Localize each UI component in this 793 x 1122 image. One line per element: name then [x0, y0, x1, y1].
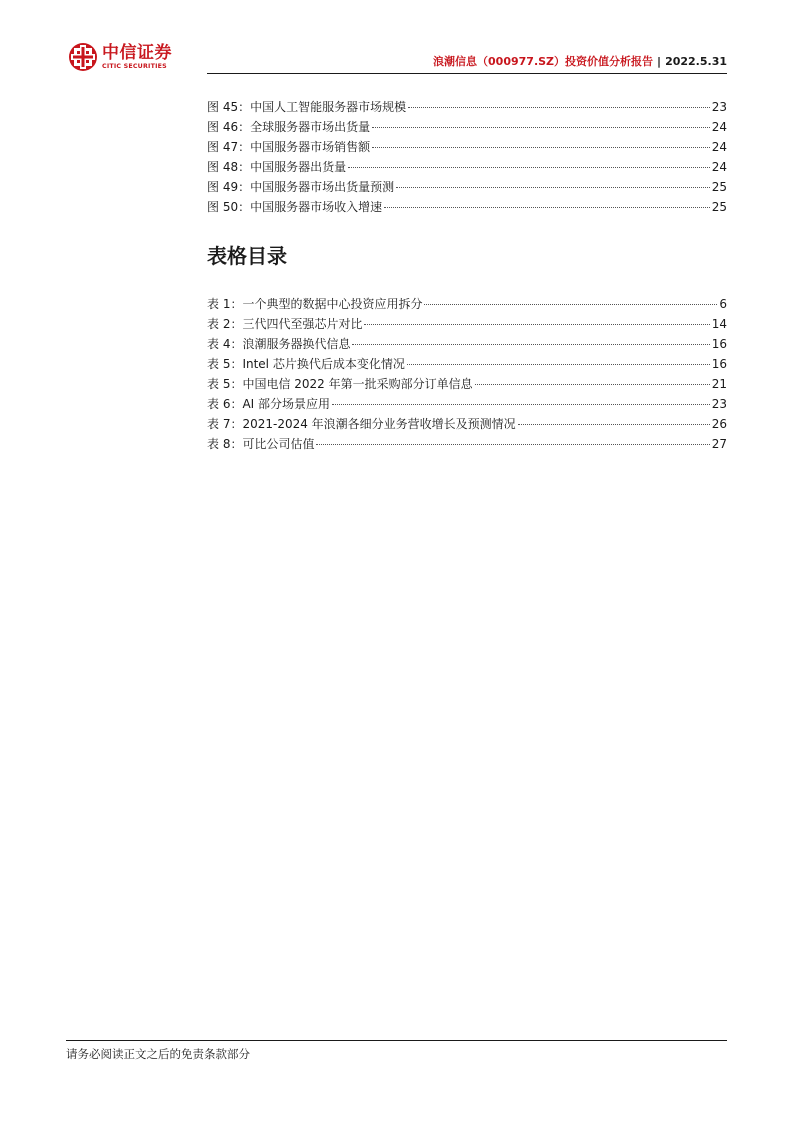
toc-entry[interactable]: [207, 177, 727, 197]
toc-leader-dots: [475, 384, 710, 385]
toc-entry[interactable]: [207, 374, 727, 394]
logo-text-en: CITIC SECURITIES: [102, 63, 167, 70]
toc-entry-page: 26: [711, 417, 727, 431]
table-toc-list: [207, 294, 727, 454]
toc-leader-dots: [396, 187, 710, 188]
toc-entry[interactable]: [207, 434, 727, 454]
toc-entry-label: 图 45：中国人工智能服务器市场规模: [207, 100, 407, 114]
toc-entry-page: 23: [711, 397, 727, 411]
toc-entry-page: 23: [711, 100, 727, 114]
report-date: 2022.5.31: [665, 55, 727, 68]
toc-leader-dots: [352, 344, 709, 345]
toc-entry-label: 表 4：浪潮服务器换代信息: [207, 337, 351, 351]
toc-entry-page: 6: [719, 297, 727, 311]
toc-entry[interactable]: [207, 197, 727, 217]
toc-leader-dots: [518, 424, 710, 425]
toc-entry-label: 表 2：三代四代至强芯片对比: [207, 317, 363, 331]
toc-entry[interactable]: [207, 354, 727, 374]
toc-entry-page: 25: [711, 180, 727, 194]
toc-entry-page: 24: [711, 120, 727, 134]
toc-leader-dots: [316, 444, 709, 445]
toc-leader-dots: [364, 324, 709, 325]
toc-entry-label: 图 48：中国服务器出货量: [207, 160, 347, 174]
toc-entry-page: 24: [711, 140, 727, 154]
toc-entry-page: 21: [711, 377, 727, 391]
toc-entry[interactable]: [207, 394, 727, 414]
toc-entry-page: 25: [711, 200, 727, 214]
toc-leader-dots: [372, 127, 710, 128]
toc-entry-label: 图 49：中国服务器市场出货量预测: [207, 180, 395, 194]
toc-leader-dots: [332, 404, 710, 405]
toc-leader-dots: [384, 207, 710, 208]
toc-entry-page: 16: [711, 357, 727, 371]
toc-entry-page: 24: [711, 160, 727, 174]
toc-entry-page: 14: [711, 317, 727, 331]
toc-entry-label: 表 5：中国电信 2022 年第一批采购部分订单信息: [207, 377, 473, 391]
report-title: 浪潮信息（000977.SZ）投资价值分析报告: [433, 55, 654, 68]
toc-leader-dots: [372, 147, 710, 148]
toc-entry-page: 27: [711, 437, 727, 451]
toc-entry-page: 16: [711, 337, 727, 351]
toc-entry[interactable]: [207, 97, 727, 117]
toc-entry-label: 表 6：AI 部分场景应用: [207, 397, 331, 411]
toc-leader-dots: [408, 107, 710, 108]
toc-entry-label: 表 8：可比公司估值: [207, 437, 315, 451]
toc-entry-label: 图 47：中国服务器市场销售额: [207, 140, 371, 154]
toc-leader-dots: [407, 364, 710, 365]
toc-entry[interactable]: [207, 334, 727, 354]
toc-entry-label: 表 5：Intel 芯片换代后成本变化情况: [207, 357, 405, 371]
figure-toc-list: [207, 97, 727, 217]
header-divider: [207, 73, 727, 74]
toc-entry[interactable]: [207, 137, 727, 157]
toc-entry[interactable]: [207, 414, 727, 434]
toc-entry[interactable]: [207, 314, 727, 334]
table-toc-heading: 表格目录: [207, 244, 287, 268]
citic-logo-icon: [68, 42, 98, 72]
toc-entry-label: 图 46：全球服务器市场出货量: [207, 120, 371, 134]
toc-leader-dots: [348, 167, 710, 168]
toc-entry-label: 表 1：一个典型的数据中心投资应用拆分: [207, 297, 423, 311]
toc-entry[interactable]: [207, 294, 727, 314]
company-logo: [68, 42, 172, 74]
toc-entry-label: 表 7：2021-2024 年浪潮各细分业务营收增长及预测情况: [207, 417, 516, 431]
toc-entry[interactable]: [207, 157, 727, 177]
header-separator: |: [657, 55, 662, 68]
report-header: [433, 55, 727, 69]
toc-leader-dots: [424, 304, 717, 305]
footer-disclaimer: 请务必阅读正文之后的免责条款部分: [66, 1047, 250, 1061]
toc-entry[interactable]: [207, 117, 727, 137]
toc-entry-label: 图 50：中国服务器市场收入增速: [207, 200, 383, 214]
logo-text-cn: 中信证券: [102, 43, 172, 63]
footer-divider: [66, 1040, 727, 1041]
